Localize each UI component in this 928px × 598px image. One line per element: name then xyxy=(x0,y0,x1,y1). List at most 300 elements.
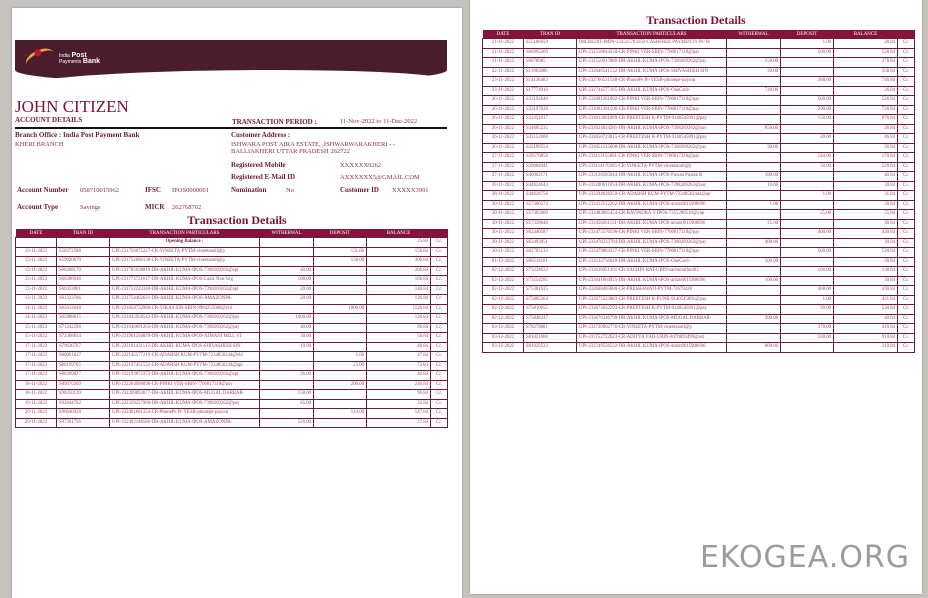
cell-particulars: UPI-233479864337-CR-PINKI VER-SBIN-7706817318@pay xyxy=(577,248,727,258)
cell-tran-id: S75805264 xyxy=(524,295,577,305)
cell-withdrawal: 30.00 xyxy=(260,333,314,343)
cell-deposit: 25.00 xyxy=(314,361,367,371)
cell-balance-type: Cr. xyxy=(898,96,915,106)
table-row xyxy=(16,285,448,295)
cell-particulars: UPI-233676346799-DR-AKHIL KUMA-IPOS-MUGAL DARBAR- xyxy=(577,314,727,324)
cell-tran-id: S97261756 xyxy=(57,418,110,428)
cell-balance: 30.84 xyxy=(834,257,898,267)
cell-tran-id: S90250139 xyxy=(57,390,110,400)
cell-deposit: 370.00 xyxy=(781,324,834,334)
cell-date: 30-11-2022 xyxy=(483,229,524,239)
cell-balance-type: Cr. xyxy=(898,295,915,305)
column-header-balance-type xyxy=(898,30,915,39)
cell-withdrawal xyxy=(727,267,781,277)
cell-withdrawal xyxy=(727,191,781,201)
cell-date: 27-11-2022 xyxy=(483,172,524,182)
cell-tran-id: S61333766 xyxy=(57,295,110,305)
cell-date: 15-11-2022 xyxy=(16,323,57,333)
cell-balance-type: Cr. xyxy=(898,162,915,172)
table-row xyxy=(483,115,915,125)
ifsc-value: IPOS0000001 xyxy=(172,187,209,194)
cell-balance-type: Cr. xyxy=(898,48,915,58)
cell-deposit xyxy=(314,285,367,295)
table-row xyxy=(483,210,915,220)
cell-balance-type: Cr. xyxy=(898,77,915,87)
table-row xyxy=(483,143,915,153)
cell-date: 13-11-2022 xyxy=(16,257,57,267)
cell-tran-id: S75848247 xyxy=(524,314,577,324)
cell-deposit xyxy=(781,124,834,134)
cell-balance-type: Cr. xyxy=(898,172,915,182)
cell-balance-type: Cr. xyxy=(898,219,915,229)
cell-balance: 530.84 xyxy=(834,248,898,258)
table-row xyxy=(16,418,448,428)
cell-tran-id: S65888815 xyxy=(57,314,110,324)
cell-tran-id: S60286948 xyxy=(57,276,110,286)
cell-balance-type: Cr. xyxy=(431,266,448,276)
cell-balance-type: Cr. xyxy=(898,238,915,248)
cell-date: 30-11-2022 xyxy=(483,238,524,248)
cell-deposit: 131.00 xyxy=(314,247,367,257)
opening-balance-row xyxy=(16,238,448,248)
cell-tran-id: S78278081 xyxy=(524,324,577,334)
cell-balance: 130.84 xyxy=(834,267,898,277)
cell-particulars: UPI-233051215600-DR-AKHIL KUMA-IPOS-7398269262@pay xyxy=(577,143,727,153)
cell-deposit xyxy=(781,343,834,353)
cell-date: 13-11-2022 xyxy=(16,285,57,295)
cell-tran-id: S65612648 xyxy=(57,304,110,314)
cell-balance: 30.84 xyxy=(834,181,898,191)
cell-withdrawal xyxy=(260,352,314,362)
cell-tran-id: S66995269 xyxy=(524,48,577,58)
statement-page-2 xyxy=(470,0,922,594)
cell-date: 23-11-2022 xyxy=(483,77,524,87)
cell-tran-id: S33197038 xyxy=(524,105,577,115)
cell-date: 02-12-2022 xyxy=(483,314,524,324)
table-row xyxy=(483,343,915,353)
cell-particulars: UPI-232264908898-CR-PINKI VER-SBIN-7706817318@pay xyxy=(110,380,260,390)
cell-withdrawal xyxy=(260,238,314,248)
cell-balance: 547.84 xyxy=(367,409,431,419)
cell-particulars: UPI-233294028259-CR-ADARSH KUM-PYTM-7234856244a@ap xyxy=(577,191,727,201)
table-row xyxy=(483,333,915,343)
cell-withdrawal xyxy=(260,257,314,267)
cell-balance: 726.84 xyxy=(834,105,898,115)
cell-withdrawal xyxy=(727,305,781,315)
cell-particulars: UPI-232550917880-DR-AKHIL KUMA-IPOS-7398269262@pay xyxy=(577,58,727,68)
cell-balance-type: Cr. xyxy=(898,276,915,286)
cell-tran-id: S57339646 xyxy=(524,219,577,229)
column-header-balance: BALANCE xyxy=(367,229,431,238)
cell-balance: 530.84 xyxy=(834,305,898,315)
table-row xyxy=(16,399,448,409)
table-row xyxy=(16,390,448,400)
cell-balance: 26.84 xyxy=(834,86,898,96)
cell-withdrawal: 490.00 xyxy=(727,314,781,324)
cell-deposit xyxy=(781,67,834,77)
table-row xyxy=(483,314,915,324)
cell-particulars: IMCREDIT-IMPS-232515703250-CASHFREE PAYMENTS IN-Ye xyxy=(577,39,727,49)
cell-deposit: 500.00 xyxy=(781,96,834,106)
cell-balance-type: Cr. xyxy=(431,380,448,390)
period-value: 11-Nov-2022 to 11-Dec-2022 xyxy=(340,118,418,125)
cell-particulars: UPI-231705638810-DR-AKHIL KUMA-IPOS-7398269262@apl xyxy=(110,266,260,276)
table-row xyxy=(16,295,448,305)
cell-balance-type: Cr. xyxy=(898,324,915,334)
cell-balance: 46.84 xyxy=(367,371,431,381)
table-row xyxy=(483,105,915,115)
cell-tran-id: S35152600 xyxy=(524,134,577,144)
cell-tran-id: S40062171 xyxy=(524,172,577,182)
cell-date: 26-11-2022 xyxy=(483,134,524,144)
cell-balance-type: Cr. xyxy=(431,409,448,419)
cell-tran-id: S80199765 xyxy=(57,361,110,371)
cell-withdrawal: 40.00 xyxy=(260,266,314,276)
cell-particulars: UPI-233749556522-DR-AKHIL KUMA-IPOS-amzn0015908696 xyxy=(577,343,727,353)
column-header-date: DATE xyxy=(16,229,57,238)
cell-particulars: UPI-233412512262-DR-AKHIL KUMA-IPOS-amzn0015908696 xyxy=(577,200,727,210)
cell-balance: 33.84 xyxy=(367,399,431,409)
cell-withdrawal xyxy=(260,361,314,371)
table-row xyxy=(16,352,448,362)
cell-balance: 910.84 xyxy=(834,333,898,343)
cell-balance: 46.84 xyxy=(367,342,431,352)
cell-tran-id: S11983886 xyxy=(524,67,577,77)
cell-date: 30-11-2022 xyxy=(483,200,524,210)
cell-withdrawal: 26.00 xyxy=(260,371,314,381)
cell-particulars: UPI-233458261131-DR-AKHIL KUMA-IPOS-amzn0015908696 xyxy=(577,219,727,229)
cell-deposit xyxy=(781,314,834,324)
cell-balance-type: Cr. xyxy=(898,58,915,68)
table-row xyxy=(483,276,915,286)
table-row xyxy=(483,295,915,305)
cell-date: 02-12-2022 xyxy=(483,305,524,315)
customer-id-label: Customer ID xyxy=(340,186,379,194)
table-row xyxy=(16,333,448,343)
cell-balance-type: Cr. xyxy=(431,257,448,267)
cell-tran-id: S80061817 xyxy=(57,352,110,362)
cell-balance: 306.84 xyxy=(367,257,431,267)
cell-balance: 28.84 xyxy=(834,39,898,49)
cell-date: 13-11-2022 xyxy=(16,266,57,276)
cell-date: 13-11-2022 xyxy=(16,247,57,257)
cell-deposit: 200.00 xyxy=(314,380,367,390)
cell-particulars: UPI-233532756649-DR-AKHIL KUMA-IPOS-OneCard- xyxy=(577,257,727,267)
cell-balance: 430.84 xyxy=(834,229,898,239)
cell-deposit xyxy=(781,219,834,229)
column-header-withdrawal: WITHERWAL xyxy=(727,30,781,39)
cell-balance: 170.84 xyxy=(834,153,898,163)
cell-withdrawal xyxy=(260,304,314,314)
cell-withdrawal xyxy=(727,295,781,305)
table-row xyxy=(16,342,448,352)
table-row xyxy=(483,67,915,77)
table-row xyxy=(16,257,448,267)
cell-withdrawal: 850.00 xyxy=(727,124,781,134)
cell-date: 30-11-2022 xyxy=(483,248,524,258)
cell-particulars: UPI-233720962776-CR-VINEETA-PYTM-vineetanull@p xyxy=(577,324,727,334)
cell-particulars: UPI-233675632293-CR-PREETESH K-PYTM-9140545891@pay xyxy=(577,305,727,315)
cell-date: 30-11-2022 xyxy=(483,210,524,220)
cell-balance-type: Cr. xyxy=(898,124,915,134)
account-details-heading: ACCOUNT DETAILS xyxy=(15,116,83,124)
cell-particulars: UPI-233483665454-CR-RAVINDRA V-IPOS-7355288510@yap xyxy=(577,210,727,220)
table-row xyxy=(483,238,915,248)
cell-tran-id: S34605235 xyxy=(524,124,577,134)
cell-particulars: UPI-233636951301-CR-SACHIN RAT-UBIN-sachinrathod92 xyxy=(577,267,727,277)
cell-balance: 30.84 xyxy=(834,238,898,248)
cell-date: 17-11-2022 xyxy=(16,352,57,362)
cell-tran-id: S14136483 xyxy=(524,77,577,87)
cell-balance-type: Cr. xyxy=(898,210,915,220)
cell-balance-type: Cr. xyxy=(431,238,448,248)
cell-balance: 1126.84 xyxy=(367,304,431,314)
cell-deposit xyxy=(314,276,367,286)
cell-balance-type: Cr. xyxy=(431,323,448,333)
cell-tran-id: S75810655 xyxy=(524,305,577,315)
cell-balance-type: Cr. xyxy=(898,153,915,163)
email-value: AXXXXXX5@GMAIL.COM xyxy=(340,174,420,181)
cell-particulars: UPI-232161431112-DR-AKHIL KUMA-IPOS-SHIVASHISH SIN xyxy=(110,342,260,352)
cell-particulars: UPI-233200611054-DR-AKHIL KUMA-IPOS-7398269262@pay xyxy=(577,181,727,191)
cell-deposit xyxy=(781,276,834,286)
cell-withdrawal: 720.00 xyxy=(727,86,781,96)
cell-particulars: UPI-232193872372-DR-AKHIL KUMA-IPOS-7398269262@apl xyxy=(110,371,260,381)
table-row xyxy=(483,58,915,68)
table-header xyxy=(483,30,915,39)
cell-tran-id: S92644702 xyxy=(57,399,110,409)
cell-particulars: UPI-233641664925-DR-AKHIL KUMA-IPOS-amzn0015908696 xyxy=(577,276,727,286)
cell-balance: 430.84 xyxy=(834,286,898,296)
cell-date: 27-11-2022 xyxy=(483,162,524,172)
period-label: TRANSACTION PERIOD : xyxy=(232,118,317,126)
cell-balance-type: Cr. xyxy=(898,105,915,115)
cell-date xyxy=(16,238,57,248)
cell-particulars: UPI-232145577219-CR-ADARSH KUM-PYTM-7234856244@ybl xyxy=(110,352,260,362)
branch-value: KHERI BRANCH xyxy=(15,141,64,148)
cell-deposit: 1000.00 xyxy=(314,304,367,314)
cell-particulars: UPI-233114170285-CR-VINEETA-PYTM-vineetanull@p xyxy=(577,162,727,172)
table-row xyxy=(483,96,915,106)
cell-balance: 246.84 xyxy=(367,380,431,390)
account-number-label: Account Number xyxy=(17,186,69,194)
table-row xyxy=(483,134,915,144)
account-type-value: Savings xyxy=(80,204,101,211)
cell-balance-type: Cr. xyxy=(898,181,915,191)
cell-balance: 30.84 xyxy=(834,276,898,286)
cell-balance: 126.84 xyxy=(367,295,431,305)
cell-deposit xyxy=(781,86,834,96)
cell-balance: 55.84 xyxy=(834,210,898,220)
statement-page-1 xyxy=(12,8,462,598)
cell-tran-id: S89970269 xyxy=(57,380,110,390)
cell-date: 03-12-2022 xyxy=(483,343,524,353)
cell-balance-type: Cr. xyxy=(431,276,448,286)
cell-date: 14-11-2022 xyxy=(16,304,57,314)
cell-date: 13-11-2022 xyxy=(16,276,57,286)
cell-particulars: UPI-231961356839-DR-AKHIL KUMA-IPOS-AJMANI MILL ST xyxy=(110,333,260,343)
cell-date: 19-11-2022 xyxy=(16,399,57,409)
column-header-balance: BALANCE xyxy=(834,30,898,39)
cell-tran-id: S81021006 xyxy=(524,333,577,343)
cell-withdrawal xyxy=(727,134,781,144)
cell-withdrawal: 520.00 xyxy=(260,418,314,428)
cell-deposit: 100.00 xyxy=(781,267,834,277)
table-row xyxy=(483,172,915,182)
table-row xyxy=(483,229,915,239)
cell-date: 30-11-2022 xyxy=(483,219,524,229)
table-row xyxy=(483,267,915,277)
cell-withdrawal xyxy=(260,380,314,390)
table-header xyxy=(16,229,448,238)
cell-tran-id: S6878985 xyxy=(524,58,577,68)
cell-tran-id: S60268170 xyxy=(57,266,110,276)
ifsc-label: IFSC xyxy=(145,186,161,194)
cell-withdrawal xyxy=(727,286,781,296)
cell-date: 17-11-2022 xyxy=(16,371,57,381)
transactions-table xyxy=(15,229,448,428)
cell-withdrawal xyxy=(260,409,314,419)
cell-balance-type: Cr. xyxy=(431,333,448,343)
table-row xyxy=(483,77,915,87)
cell-withdrawal xyxy=(727,115,781,125)
cell-balance-type: Cr. xyxy=(898,333,915,343)
cell-deposit xyxy=(314,266,367,276)
cell-balance-type: Cr. xyxy=(898,314,915,324)
cell-date: 02-12-2022 xyxy=(483,267,524,277)
cell-deposit: 400.00 xyxy=(781,229,834,239)
table-row xyxy=(483,39,915,49)
cell-balance-type: Cr. xyxy=(431,295,448,305)
column-header-deposit: DEPOSIT xyxy=(781,30,834,39)
cell-date: 26-11-2022 xyxy=(483,124,524,134)
india-post-logo-icon xyxy=(23,44,57,72)
micr-value: 262768702 xyxy=(172,204,202,211)
cell-deposit xyxy=(781,181,834,191)
cell-date: 02-12-2022 xyxy=(483,286,524,296)
cell-particulars: UPI-233001301506-CR-PINKI VER-SBIN-7706817318@pay xyxy=(577,105,727,115)
table-row xyxy=(16,380,448,390)
cell-tran-id: S75381935 xyxy=(524,286,577,296)
cell-date: 28-11-2022 xyxy=(483,181,524,191)
cell-tran-id: S44628756 xyxy=(524,191,577,201)
cell-balance-type: Cr. xyxy=(431,371,448,381)
cell-deposit xyxy=(314,418,367,428)
cell-tran-id: S80209827 xyxy=(57,371,110,381)
cell-particulars: UPI-232269893077-DR-AKHIL KUMA-IPOS-MUGAL DARBAR- xyxy=(110,390,260,400)
cell-balance-type: Cr. xyxy=(898,115,915,125)
cell-withdrawal: 20.00 xyxy=(727,67,781,77)
address-line-2: BALLIAKHERI UTTAR PRADESH 262722 xyxy=(231,148,350,155)
cell-withdrawal: 1.00 xyxy=(727,200,781,210)
cell-balance-type: Cr. xyxy=(431,390,448,400)
cell-particulars: UPI-233752722623-CR-ADITYA YAD-UBIN-8470893499@axl xyxy=(577,333,727,343)
cell-deposit: 99.00 xyxy=(781,305,834,315)
cell-balance: 431.84 xyxy=(834,295,898,305)
cell-date: 28-11-2022 xyxy=(483,191,524,201)
cell-deposit: 514.00 xyxy=(314,409,367,419)
cell-date: 21-11-2022 xyxy=(483,48,524,58)
transactions-table xyxy=(482,30,915,353)
mobile-label: Registered Mobile xyxy=(231,161,286,169)
cell-balance-type: Cr. xyxy=(431,314,448,324)
cell-particulars: UPI-233675523883-CR-PREETESH K-PUNB-9140545891@pay xyxy=(577,295,727,305)
cell-balance: 31.84 xyxy=(834,191,898,201)
section-title: Transaction Details xyxy=(187,213,287,227)
cell-particulars: UPI-232744577185-DR-AKHIL KUMA-IPOS-OneCard- xyxy=(577,86,727,96)
cell-withdrawal: 65.00 xyxy=(260,399,314,409)
cell-tran-id: S17774916 xyxy=(524,86,577,96)
cell-balance-type: Cr. xyxy=(898,39,915,49)
cell-tran-id: S81029533 xyxy=(524,343,577,353)
cell-balance: 526.84 xyxy=(834,96,898,106)
cell-tran-id: S62705132 xyxy=(524,248,577,258)
cell-tran-id: S62493851 xyxy=(524,238,577,248)
column-header-withdrawal: WITHERWAL xyxy=(260,229,314,238)
cell-date: 03-12-2022 xyxy=(483,333,524,343)
cell-balance-type: Cr. xyxy=(898,248,915,258)
cell-tran-id xyxy=(57,238,110,248)
cell-deposit xyxy=(314,390,367,400)
bank-logo xyxy=(25,50,100,67)
table-row xyxy=(16,409,448,419)
cell-date: 22-11-2022 xyxy=(483,67,524,77)
cell-date: 23-11-2022 xyxy=(483,86,524,96)
cell-date: 15-11-2022 xyxy=(16,333,57,343)
cell-particulars: UPI-233012661089-CR-PREETESH K-PYTM-9140545891@pay xyxy=(577,115,727,125)
mobile-value: XXXXXX9262 xyxy=(340,162,382,169)
cell-balance-type: Cr. xyxy=(431,361,448,371)
cell-balance-type: Cr. xyxy=(431,342,448,352)
table-row xyxy=(16,266,448,276)
cell-date: 21-11-2022 xyxy=(483,58,524,68)
table-row xyxy=(483,219,915,229)
cell-withdrawal xyxy=(727,77,781,87)
cell-deposit: 150.00 xyxy=(314,257,367,267)
cell-withdrawal: 20.00 xyxy=(260,295,314,305)
cell-deposit: 400.00 xyxy=(781,286,834,296)
cell-particulars: UPI-231754402621-DR-AKHIL KUMA-IPOS-AMAZONPA- xyxy=(110,295,260,305)
cell-particulars: UPI-232558644350-CR-PINKI VER-SBIN-7706817318@pay xyxy=(577,48,727,58)
cell-date: 01-12-2022 xyxy=(483,257,524,267)
cell-particulars: UPI-231752680138-CR-VINEETA-PYTM-vineetanull@p xyxy=(110,257,260,267)
cell-particulars: UPI-233113155601-CR-PINKI VER-SBIN-7706817318@pay xyxy=(577,153,727,163)
cell-balance-type: Cr. xyxy=(431,418,448,428)
cell-withdrawal: 150.00 xyxy=(727,58,781,68)
cell-deposit xyxy=(781,172,834,182)
cell-balance: 266.84 xyxy=(367,266,431,276)
cell-deposit: 500.00 xyxy=(781,248,834,258)
cell-particulars: UPI-231772721617-DR-AKHIL KUMA-IPOS-Laziz Non Veg xyxy=(110,276,260,286)
table-row xyxy=(483,305,915,315)
cell-date: 26-11-2022 xyxy=(483,96,524,106)
cell-date: 13-11-2022 xyxy=(16,295,57,305)
customer-id-value: XXXXX3991 xyxy=(392,187,429,194)
cell-balance: 40.84 xyxy=(834,172,898,182)
table-row xyxy=(483,248,915,258)
branch-label: Branch Office : India Post Payment Bank xyxy=(15,131,140,139)
cell-withdrawal xyxy=(727,153,781,163)
cell-balance: 25.84 xyxy=(367,238,431,248)
cell-balance-type: Cr. xyxy=(898,286,915,296)
cell-tran-id: S33192646 xyxy=(524,96,577,106)
watermark: EKOGEA.ORG xyxy=(694,540,916,575)
cell-tran-id: S71242298 xyxy=(57,323,110,333)
cell-balance: 220.84 xyxy=(834,162,898,172)
divider xyxy=(15,127,447,129)
table-row xyxy=(16,247,448,257)
cell-particulars: UPI-233024814281-DR-AKHIL KUMA-IPOS-7398269262@pay xyxy=(577,124,727,134)
